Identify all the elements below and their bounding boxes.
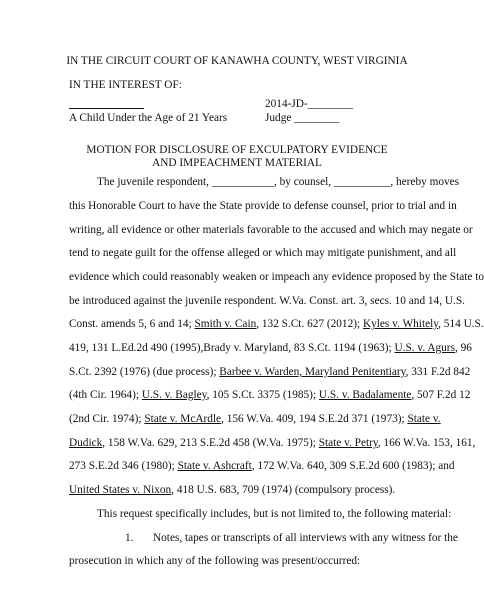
body-line-4: tend to negate guilt for the offense alleged or which may mitigate punishment, and all <box>69 247 457 259</box>
case-citation: U.S. v. Bagley <box>141 389 207 401</box>
item-1-number: 1. <box>125 532 134 544</box>
case-citation: Dudick <box>69 437 103 449</box>
interest-of-label: IN THE INTEREST OF: <box>69 79 182 91</box>
case-number: 2014-JD-________ <box>265 98 353 110</box>
motion-title-line2: AND IMPEACHMENT MATERIAL <box>152 157 322 169</box>
child-label: A Child Under the Age of 21 Years <box>69 112 228 124</box>
body-line-10: (4th Cir. 1964); U.S. v. Bagley, 105 S.Ct. 3375 (1985); U.S. v. Badalamente, 507 F.2d 12 <box>69 389 471 401</box>
case-citation: State v. McArdle <box>144 413 222 425</box>
body-line-14: United States v. Nixon, 418 U.S. 683, 709 (1974) (compulsory process). <box>69 484 396 496</box>
case-citation: Kyles v. Whitely <box>362 318 439 330</box>
name-blank-line <box>69 108 144 109</box>
body-line-3: writing, all evidence or other materials favorable to the accused and which may negate or <box>69 224 473 236</box>
body-line-6: be introduced against the juvenile respondent. W.Va. Const. art. 3, secs. 10 and 14, U.S. <box>69 295 465 307</box>
body-line-1: The juvenile respondent, ___________, by counsel, __________, hereby moves <box>97 176 460 188</box>
case-citation: State v. Petry <box>318 437 378 449</box>
court-heading: IN THE CIRCUIT COURT OF KANAWHA COUNTY, WEST VIRGINIA <box>66 55 408 67</box>
body-line-5: evidence which could reasonably weaken or impeach any evidence proposed by the State to <box>69 271 484 283</box>
case-citation: Smith v. Cain <box>194 318 257 330</box>
case-citation: U.S. v. Agurs <box>394 342 455 354</box>
body-line-13: 273 S.E.2d 346 (1980); State v. Ashcraft, 172 W.Va. 640, 309 S.E.2d 600 (1983); and <box>69 460 455 472</box>
body-line-7: Const. amends 5, 6 and 14; Smith v. Cain, 132 S.Ct. 627 (2012); Kyles v. Whitely, 514 U.S. <box>69 318 484 330</box>
case-citation: U.S. v. Badalamente <box>318 389 412 401</box>
case-citation: Barbee v. Warden, Maryland Penitentiary <box>219 366 406 378</box>
body-line-9: S.Ct. 2392 (1976) (due process); Barbee v. Warden, Maryland Penitentiary, 331 F.2d 842 <box>69 366 471 378</box>
body-line-8: 419, 131 L.Ed.2d 490 (1995),Brady v. Maryland, 83 S.Ct. 1194 (1963); U.S. v. Agurs, 96 <box>69 342 472 354</box>
item-1-continuation: prosecution in which any of the following was present/occurred: <box>69 555 361 567</box>
case-citation: United States v. Nixon <box>69 484 172 496</box>
judge-label: Judge ________ <box>265 112 340 124</box>
case-citation: State v. <box>407 413 441 425</box>
case-citation: State v. Ashcraft <box>177 460 252 472</box>
paragraph-2: This request specifically includes, but is not limited to, the following material: <box>97 508 452 520</box>
body-line-12: Dudick, 158 W.Va. 629, 213 S.E.2d 458 (W.Va. 1975); State v. Petry, 166 W.Va. 153, 161, <box>69 437 476 449</box>
motion-title-line1: MOTION FOR DISCLOSURE OF EXCULPATORY EVIDENCE <box>86 144 388 156</box>
body-line-11: (2nd Cir. 1974); State v. McArdle, 156 W.Va. 409, 194 S.E.2d 371 (1973); State v. <box>69 413 441 425</box>
item-1-text: Notes, tapes or transcripts of all interviews with any witness for the <box>153 532 458 544</box>
body-line-2: this Honorable Court to have the State provide to defense counsel, prior to trial and in <box>69 200 457 212</box>
